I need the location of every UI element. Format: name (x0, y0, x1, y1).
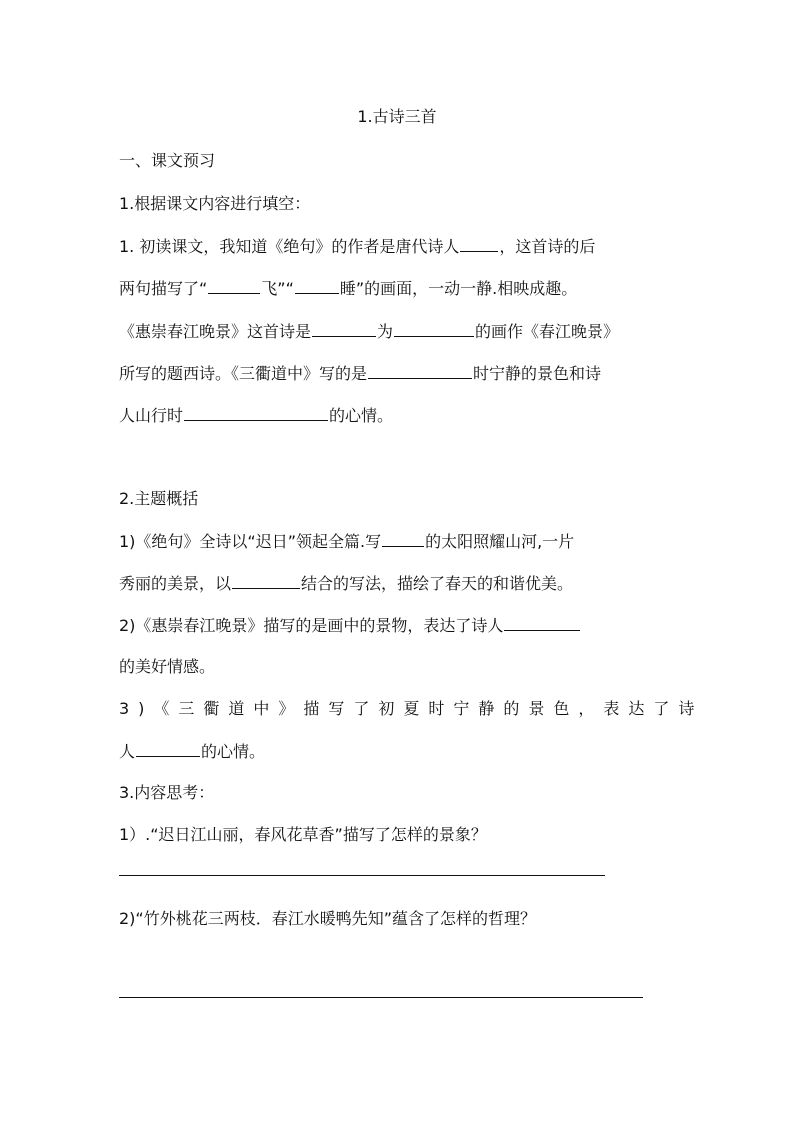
blank-fly[interactable] (208, 277, 260, 294)
blank-feeling[interactable] (184, 404, 328, 421)
q1-line-3 (119, 320, 619, 343)
q2-line-3 (119, 614, 581, 637)
q2-line-5: 3)《三衢道中》描写了初夏时宁静的景色，表达了诗 (119, 699, 704, 718)
q1-line-3-text-b: 为 (377, 322, 394, 341)
blank-method[interactable] (232, 572, 300, 589)
answer-line-1[interactable] (119, 875, 605, 876)
q3-line-2: 2)“竹外桃花三两枝．春江水暖鸭先知”蕴含了怎样的哲理？ (119, 909, 537, 928)
blank-sun[interactable] (382, 530, 424, 547)
q1-line-2-text-a: 两句描写了“ (119, 279, 208, 298)
question-2-heading: 2.主题概括 (119, 489, 199, 508)
section-heading: 一、课文预习 (119, 151, 216, 170)
blank-season[interactable] (368, 362, 472, 379)
q2-line-1 (119, 530, 574, 553)
blank-painter[interactable] (394, 320, 474, 337)
blank-sleep[interactable] (295, 277, 339, 294)
q2-line-6-text-a: 人 (119, 742, 136, 761)
q2-line-3-text-a: 2)《惠崇春江晚景》描写的是画中的景物，表达了诗人 (119, 616, 504, 635)
q1-line-2 (119, 277, 577, 300)
q1-line-5 (119, 404, 393, 427)
blank-poet[interactable] (460, 235, 498, 252)
blank-author[interactable] (312, 320, 376, 337)
q2-line-2 (119, 572, 573, 595)
q1-line-3-text-a: 《惠崇春江晚景》这首诗是 (119, 322, 312, 341)
q1-line-4-text-b: 时宁静的景色和诗 (473, 364, 602, 383)
q1-line-4-text-a: 所写的题西诗。《三衢道中》写的是 (119, 364, 368, 383)
blank-emotion[interactable] (504, 614, 580, 631)
q2-line-6 (119, 740, 265, 763)
q1-line-5-text-a: 人山行时 (119, 406, 184, 425)
question-1-heading: 1.根据课文内容进行填空： (119, 194, 311, 213)
q2-line-1-text-b: 的太阳照耀山河,一片 (425, 532, 575, 551)
q2-line-4: 的美好情感。 (119, 657, 216, 676)
blank-mood[interactable] (136, 740, 200, 757)
q1-line-2-text-b: 飞”“ (261, 279, 294, 298)
q1-line-1 (119, 235, 595, 258)
q1-line-4 (119, 362, 601, 385)
q1-line-1-text-a: 1. 初读课文，我知道《绝句》的作者是唐代诗人 (119, 237, 460, 256)
q3-line-1: 1）.“迟日江山丽，春风花草香”描写了怎样的景象？ (119, 825, 487, 844)
answer-line-2[interactable] (119, 997, 643, 998)
q1-line-1-text-b: ，这首诗的后 (499, 237, 596, 256)
q1-line-2-text-c: 睡”的画面，一动一静.相映成趣。 (339, 279, 578, 298)
q2-line-6-text-b: 的心情。 (201, 742, 266, 761)
q1-line-5-text-b: 的心情。 (329, 406, 394, 425)
page-title: 1.古诗三首 (357, 107, 437, 126)
q2-line-2-text-a: 秀丽的美景，以 (119, 574, 232, 593)
question-3-heading: 3.内容思考： (119, 783, 215, 802)
q2-line-2-text-b: 结合的写法，描绘了春天的和谐优美。 (301, 574, 574, 593)
q1-line-3-text-c: 的画作《春江晚景》 (475, 322, 620, 341)
q2-line-1-text-a: 1)《绝句》全诗以“迟日”领起全篇.写 (119, 532, 382, 551)
